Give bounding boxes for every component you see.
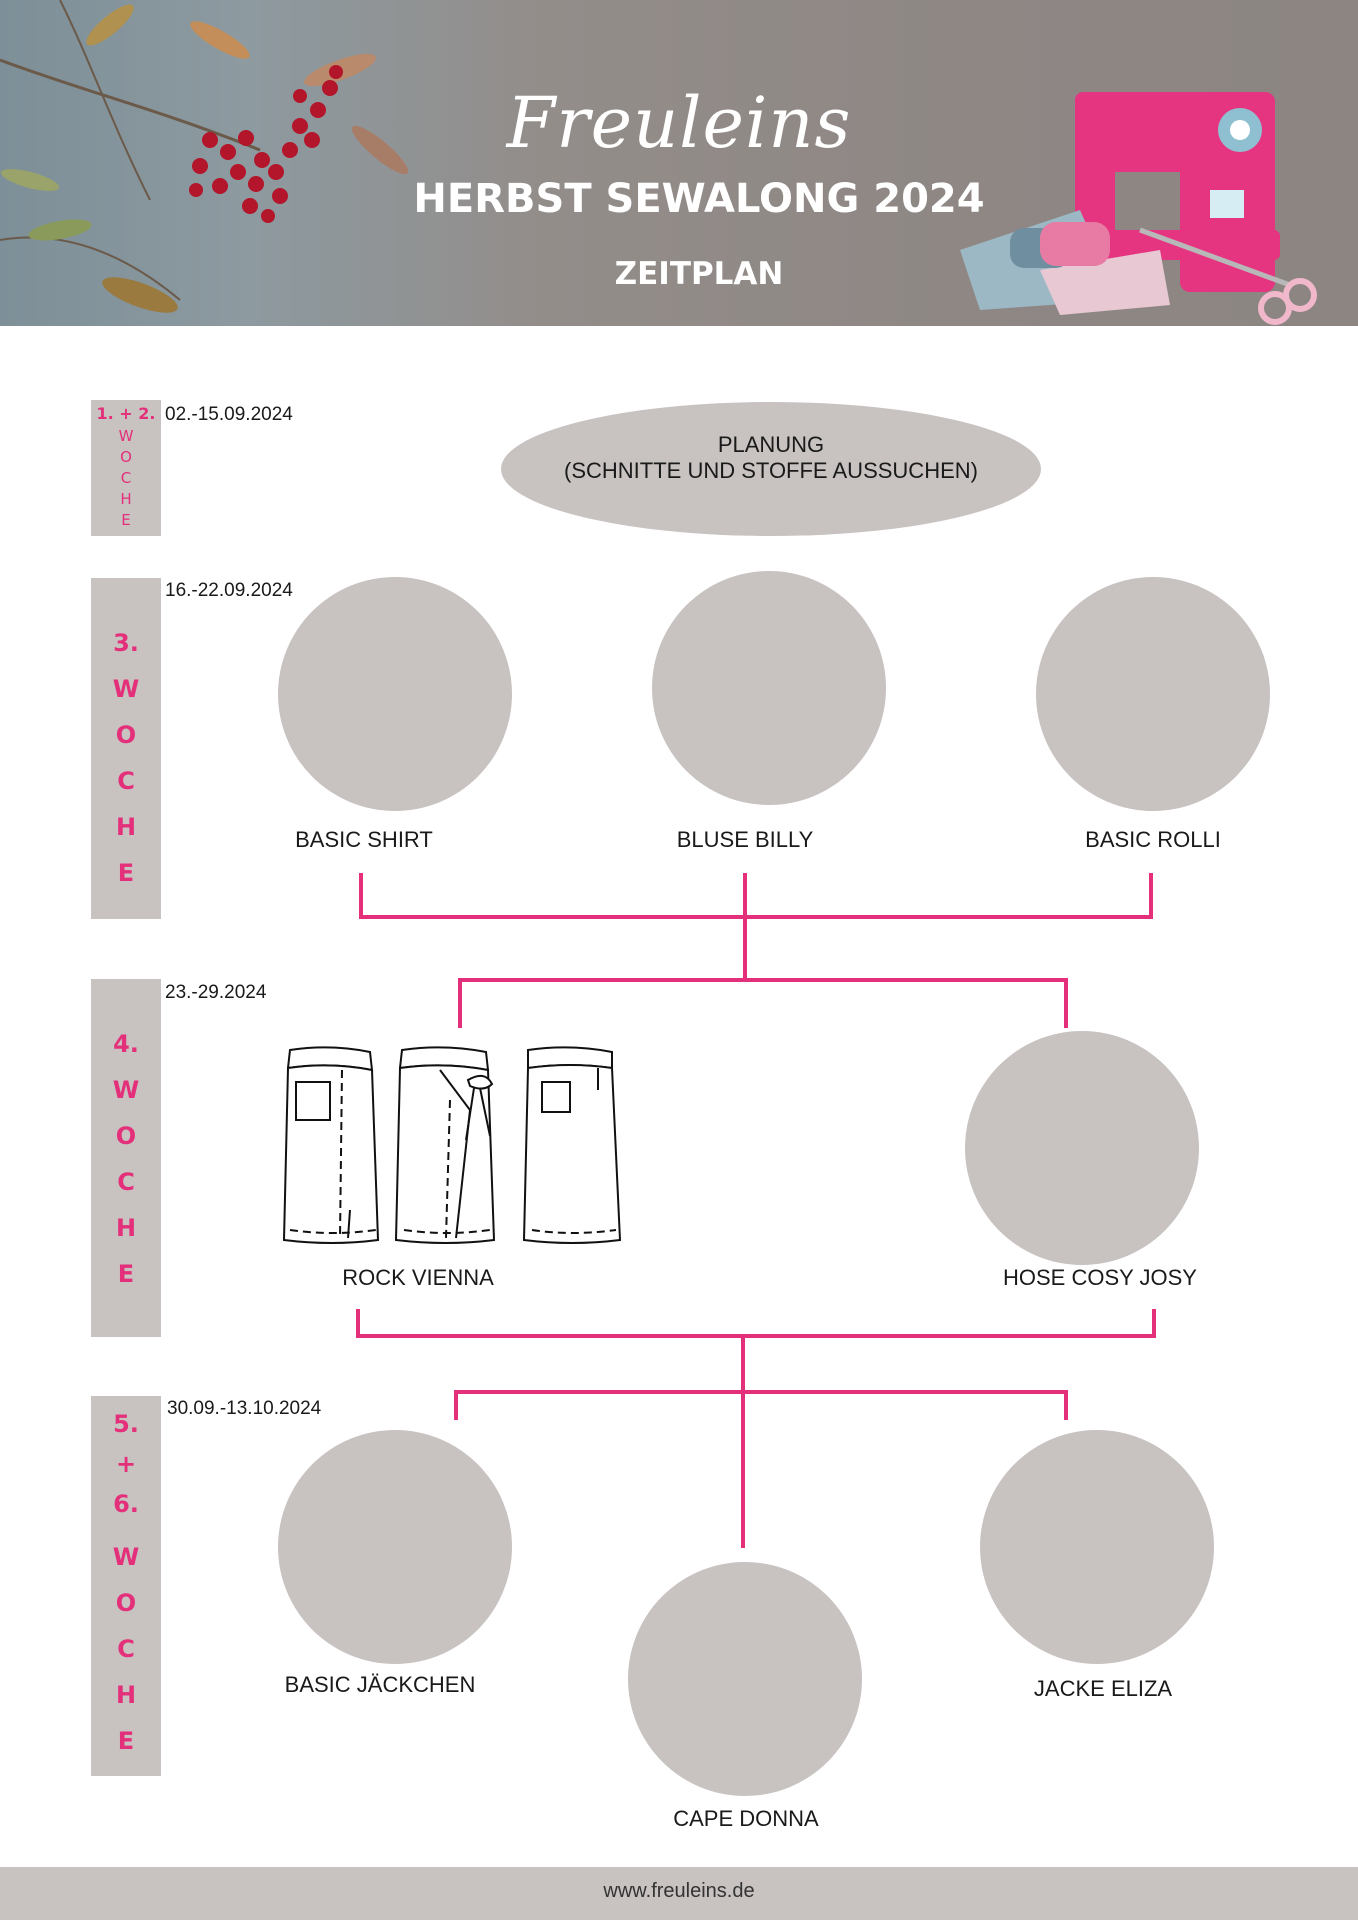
page-subtitle: ZEITPLAN: [614, 256, 784, 292]
hose-cosy-josy-image: [965, 1031, 1199, 1265]
bluse-billy-image: [652, 571, 886, 805]
basic-jaeckchen-image: [278, 1430, 512, 1664]
connector-week4-bracket: [358, 1309, 1154, 1336]
week-1-2-date: 02.-15.09.2024: [165, 404, 293, 425]
week-4-label: 4. W O C H E: [112, 1030, 140, 1288]
bluse-billy-label: BLUSE BILLY: [676, 827, 814, 852]
basic-shirt-label: BASIC SHIRT: [295, 827, 433, 852]
week-1-2-bar: [91, 400, 161, 536]
week-1-2-number: 1. + 2.: [96, 404, 156, 423]
week-4-date: 23.-29.2024: [165, 982, 267, 1003]
rock-vienna-drawing: [280, 1040, 640, 1250]
week-1-2-label: W O C H E: [118, 427, 134, 529]
jacke-eliza-label: JACKE ELIZA: [1033, 1676, 1173, 1701]
week-5-6-date: 30.09.-13.10.2024: [167, 1398, 322, 1419]
week-3-label: 3. W O C H E: [112, 629, 140, 887]
cape-donna-label: CAPE DONNA: [673, 1806, 819, 1831]
week-4-bar: [91, 979, 161, 1337]
planung-text: PLANUNG (SCHNITTE UND STOFFE AUSSUCHEN): [564, 432, 978, 483]
week-5-6-bar: [91, 1396, 161, 1776]
week-3-date: 16.-22.09.2024: [165, 580, 293, 601]
connector-week56-split: [456, 1392, 1066, 1420]
week-5-6-label: 5. + 6. W O C H E: [112, 1410, 140, 1755]
brand-logo: Freuleins: [506, 82, 852, 164]
footer-website-link[interactable]: www.freuleins.de: [603, 1880, 755, 1902]
hose-cosy-josy-label: HOSE COSY JOSY: [1003, 1265, 1197, 1290]
connector-week3-bracket: [361, 873, 1151, 917]
page-title: HERBST SEWALONG 2024: [413, 176, 985, 222]
cape-donna-image: [628, 1562, 862, 1796]
basic-rolli-label: BASIC ROLLI: [1085, 827, 1221, 852]
jacke-eliza-image: [980, 1430, 1214, 1664]
connector-week4-split: [460, 980, 1066, 1028]
week-3-bar: [91, 578, 161, 919]
rock-vienna-label: ROCK VIENNA: [342, 1265, 494, 1290]
basic-rolli-image: [1036, 577, 1270, 811]
basic-jaeckchen-label: BASIC JÄCKCHEN: [284, 1672, 476, 1697]
basic-shirt-image: [278, 577, 512, 811]
